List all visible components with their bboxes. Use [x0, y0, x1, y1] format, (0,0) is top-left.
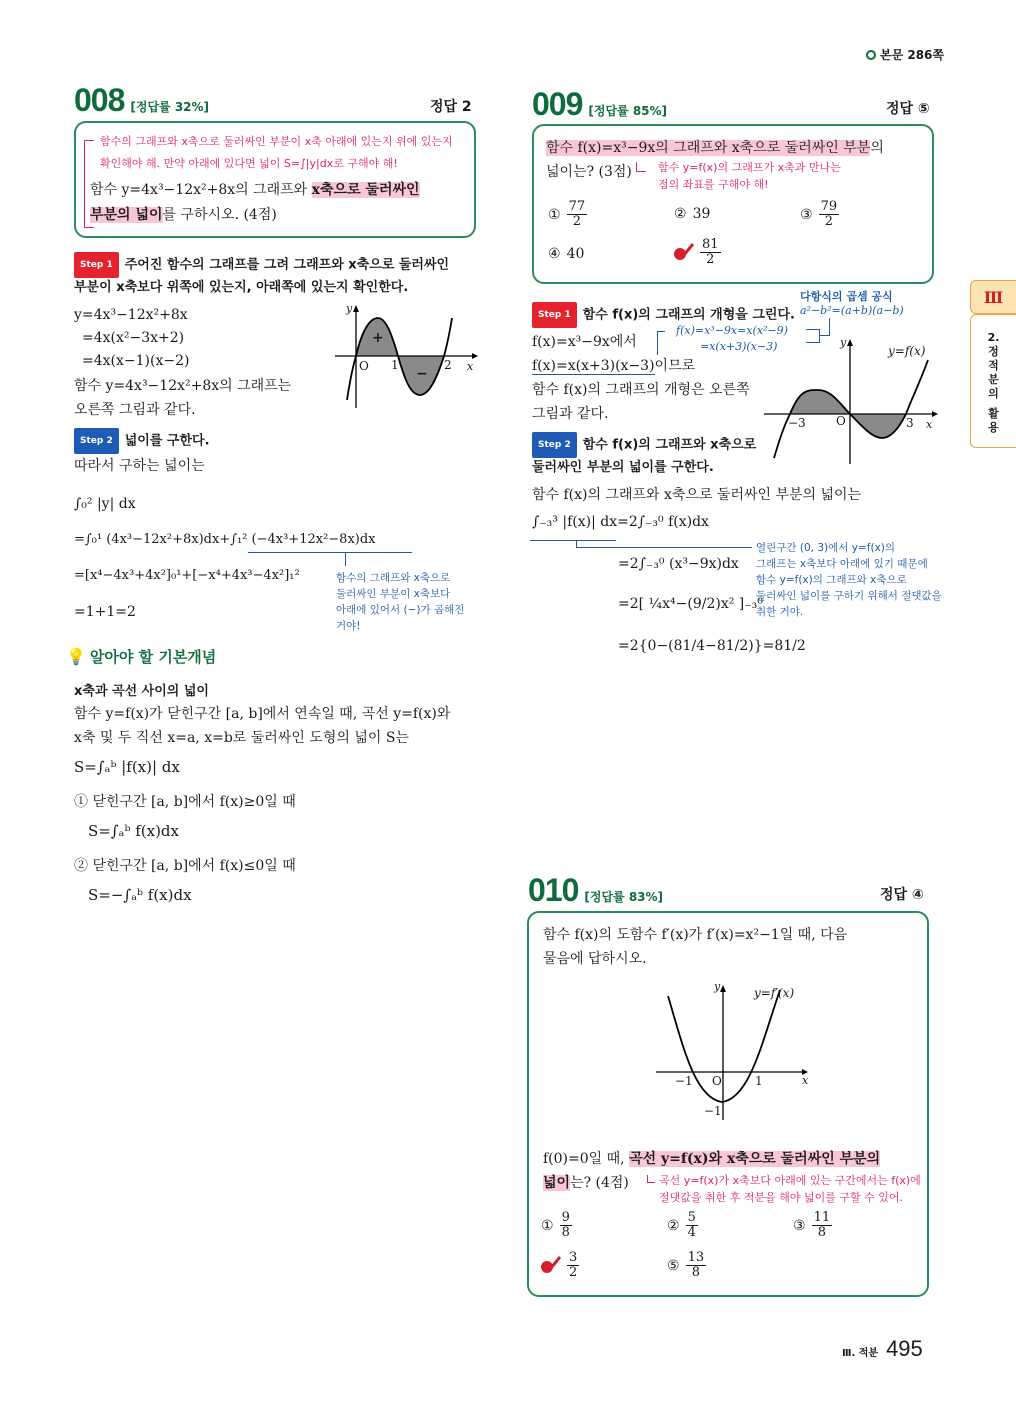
correct-rate: [정답률 85%]: [588, 104, 668, 118]
step-text: 함수 f(x)의 그래프의 개형을 그린다.: [582, 307, 795, 323]
note-line: 아래에 있어서 (−)가 곱해진: [336, 604, 465, 616]
tab-char: 정: [988, 345, 999, 358]
hint-arrow: [636, 162, 646, 172]
solution-line: =[x⁴−4x³+4x²]₀¹+[−x⁴+4x³−4x²]₁²: [74, 568, 300, 583]
choice-mark: ④: [548, 246, 561, 262]
formula-note: a²−b²=(a+b)(a−b): [800, 304, 904, 317]
ref-label: 본문 286쪽: [880, 48, 945, 62]
numerator: 5: [687, 1210, 696, 1225]
parabola-graph-icon: [642, 970, 822, 1120]
tick-label: −1: [675, 1074, 693, 1088]
page-reference: [866, 46, 944, 63]
circle-icon: [866, 50, 876, 60]
q008-work: [74, 304, 189, 373]
hint-note: [658, 159, 841, 193]
q008-header: [74, 82, 209, 119]
q010-answer: 정답 ④: [880, 887, 924, 903]
plus-sign: +: [372, 330, 384, 346]
concept-subtitle: x축과 곡선 사이의 넓이: [74, 684, 209, 699]
axis-label-x: x: [802, 1074, 809, 1087]
choice-4[interactable]: [548, 246, 584, 262]
hint-note-1: 함수의 그래프와 x축으로 둘러싸인 부분이 x축 아래에 있는지 위에 있는지: [100, 135, 453, 148]
step-text: 함수 f(x)의 그래프와 x축으로: [582, 437, 757, 453]
hint-note-2: 확인해야 해. 만약 아래에 있다면 넓이 S=∫|y|dx로 구해야 해!: [100, 157, 398, 170]
choice-mark: ⑤: [667, 1257, 680, 1274]
choice-4-correct[interactable]: [541, 1251, 579, 1280]
denominator: 2: [824, 214, 833, 229]
step-text: 주어진 함수의 그래프를 그려 그래프와 x축으로 둘러싸인: [124, 257, 450, 273]
q009-answer: 정답 ⑤: [886, 101, 930, 117]
fraction: [700, 238, 721, 267]
question-line-1: [90, 178, 420, 202]
choice-mark: ①: [548, 206, 561, 223]
work-line: y=4x³−12x²+8x: [74, 307, 188, 323]
choice-3[interactable]: [793, 1211, 832, 1240]
choice-mark: ①: [541, 1217, 554, 1234]
numerator: 3: [569, 1250, 578, 1265]
blue-work-1: f(x)=x³−9x=x(x²−9): [676, 324, 788, 337]
tab-char: 적: [988, 359, 999, 372]
denominator: 8: [817, 1225, 826, 1240]
solution-line: =1+1=2: [74, 604, 136, 620]
tick-label: 1: [755, 1074, 763, 1088]
fraction: [567, 200, 588, 229]
q010-graph: [642, 970, 822, 1120]
q009-solution-3: =2[ ¼x⁴−(9/2)x² ]₋₃⁰: [618, 596, 763, 612]
concept-formula: S=∫ₐᵇ |f(x)| dx: [74, 758, 180, 776]
denominator: 8: [561, 1225, 570, 1240]
note-line: 취한 거야.: [756, 606, 804, 618]
denominator: 2: [569, 1265, 578, 1280]
concept-case-2-formula: S=−∫ₐᵇ f(x)dx: [88, 886, 192, 904]
note-line: 곡선 y=f(x)가 x축보다 아래에 있는 구간에서는 f(x)에: [659, 1174, 921, 1187]
q008-desc-1: 함수 y=4x³−12x²+8x의 그래프는: [74, 378, 292, 394]
q008-answer: 정답 2: [430, 99, 472, 115]
lightbulb-icon: 💡: [66, 647, 86, 666]
fraction: [819, 200, 840, 229]
fraction: [686, 1211, 698, 1240]
note-line: 그래프는 x축보다 아래에 있기 때문에: [756, 558, 928, 570]
highlight-text: 넓이: [543, 1175, 571, 1191]
choice-value: 40: [566, 246, 585, 262]
question-text: f(0)=0일 때,: [543, 1151, 630, 1167]
blue-work-2: =x(x+3)(x−3): [700, 340, 778, 353]
q009-work-4: 그림과 같다.: [532, 406, 609, 422]
solution-line: ∫₀² |y| dx: [74, 496, 136, 512]
origin-label: O: [359, 359, 369, 373]
question-text: 의: [870, 140, 884, 156]
chapter-subtab[interactable]: [970, 314, 1016, 448]
question-line-2: 넓이는? (3점): [546, 164, 632, 180]
fraction: [686, 1251, 707, 1280]
axis-label-y: y: [714, 980, 721, 993]
highlight-text: 함수 f(x)=x³−9x의 그래프와 x축으로 둘러싸인 부분: [546, 140, 871, 156]
tab-char: 의: [988, 387, 999, 400]
step1-badge: Step 1: [74, 252, 119, 278]
hint-arrow: [647, 1175, 655, 1183]
q008-question-box: [74, 121, 476, 238]
q009-blue-note: [756, 540, 942, 620]
concept-case-1: ① 닫힌구간 [a, b]에서 f(x)≥0일 때: [74, 794, 296, 810]
numerator: 79: [820, 199, 838, 214]
tick-label: 1: [391, 358, 399, 372]
concept-header: [66, 646, 216, 667]
underline-connector: [248, 552, 412, 553]
question-line-2: [90, 203, 277, 227]
fraction: [560, 1211, 572, 1240]
work-line: =4x(x²−3x+2): [82, 330, 185, 346]
concept-case-1-formula: S=∫ₐᵇ f(x)dx: [88, 822, 179, 840]
step2-badge: Step 2: [74, 428, 119, 454]
fraction: [567, 1251, 579, 1280]
correct-rate: [정답률 32%]: [130, 100, 210, 114]
q009-work-3: 함수 f(x)의 그래프의 개형은 오른쪽: [532, 382, 750, 398]
correct-rate: [정답률 83%]: [584, 890, 664, 904]
note-line: 함수 y=f(x)의 그래프와 x축으로: [756, 574, 907, 586]
q009-sol-intro: 함수 f(x)의 그래프와 x축으로 둘러싸인 부분의 넓이는: [532, 487, 862, 503]
arrow-connector: [576, 540, 752, 548]
sub-question-line-2: [543, 1171, 629, 1195]
step-text: 넓이를 구한다.: [124, 433, 210, 449]
choice-mark: ②: [667, 1217, 680, 1234]
page-footer: [842, 1336, 923, 1362]
q008-sol-intro: 따라서 구하는 넓이는: [74, 458, 205, 474]
q009-graph: [762, 334, 942, 464]
choice-3[interactable]: [800, 200, 839, 229]
question-line-1: 함수 f(x)의 도함수 f′(x)가 f′(x)=x²−1일 때, 다음: [543, 927, 848, 943]
question-number: 010: [528, 872, 579, 908]
arrow-connector: [345, 552, 346, 566]
note-line: 둘러싸인 넓이를 구하기 위해서 절댓값을: [756, 590, 942, 602]
highlight-text: x축으로 둘러싸인: [311, 182, 420, 198]
numerator: 77: [568, 199, 586, 214]
tick-label: −1: [704, 1104, 722, 1118]
q009-work-1: f(x)=x³−9x에서: [532, 334, 637, 350]
q009-step2-title-2: 둘러싸인 부분의 넓이를 구한다.: [532, 460, 714, 475]
curve-label: y=f′(x): [754, 986, 795, 1000]
question-text: 를 구하시오. (4점): [162, 207, 277, 223]
denominator: 2: [706, 252, 715, 267]
denominator: 4: [687, 1225, 696, 1240]
q010-question-box: [527, 911, 929, 1297]
choice-value: 39: [692, 206, 711, 222]
step1-badge: Step 1: [532, 302, 577, 328]
denominator: 8: [691, 1265, 700, 1280]
denominator: 2: [572, 214, 581, 229]
choice-2[interactable]: [674, 206, 710, 222]
axis-label-y: y: [346, 302, 353, 315]
note-line: 열린구간 (0, 3)에서 y=f(x)의: [756, 542, 896, 554]
q008-step1-title: [74, 252, 449, 278]
choice-5-correct[interactable]: [674, 238, 721, 267]
step2-badge: Step 2: [532, 432, 577, 458]
q008-step2-title: [74, 428, 210, 454]
numerator: 13: [687, 1250, 705, 1265]
cubic-graph-icon: [330, 300, 480, 410]
choice-mark: ②: [674, 206, 687, 222]
check-mark-icon: [674, 245, 694, 261]
q008-blue-note: [336, 570, 464, 634]
question-line-2: 물음에 답하시오.: [543, 951, 647, 967]
q010-header: [528, 872, 663, 909]
note-line: 절댓값을 취한 후 적분을 해야 넓이를 구할 수 있어.: [659, 1191, 903, 1204]
tick-label: −3: [788, 416, 806, 430]
axis-label-x: x: [926, 418, 933, 431]
choice-2[interactable]: [667, 1211, 698, 1240]
work-line: =4x(x−1)(x−2): [82, 353, 190, 369]
q009-work-2: [532, 354, 695, 378]
tab-char: 분: [988, 373, 999, 386]
question-text: 함수 y=4x³−12x²+8x의 그래프와: [90, 182, 312, 198]
note-line: 점의 좌표를 구해야 해!: [658, 178, 769, 191]
note-line: 함수의 그래프와 x축으로: [336, 572, 451, 584]
highlight-text: 부분의 넓이: [90, 207, 163, 223]
tab-char: 용: [988, 421, 999, 434]
concept-body-2: x축 및 두 직선 x=a, x=b로 둘러싸인 도형의 넓이 S는: [74, 730, 409, 746]
concept-title: 알아야 할 기본개념: [89, 648, 217, 666]
underlined-formula: f(x)=x(x+3)(x−3): [532, 358, 655, 374]
origin-label: O: [836, 414, 846, 428]
connector-line: [657, 331, 665, 355]
q009-solution-2: =2∫₋₃⁰ (x³−9x)dx: [618, 556, 739, 572]
note-line: 거야!: [336, 620, 361, 632]
numerator: 11: [813, 1210, 831, 1225]
q008-solution: [74, 486, 376, 630]
fraction: [812, 1211, 833, 1240]
work-text: 이므로: [654, 358, 696, 374]
axis-label-x: x: [467, 360, 474, 373]
note-line: 함수 y=f(x)의 그래프가 x축과 만나는: [658, 161, 841, 174]
q009-question-box: [532, 124, 934, 284]
tab-char: 2.: [987, 331, 1000, 344]
question-number: 009: [532, 86, 583, 122]
q008-graph: [330, 300, 480, 410]
tick-label: 2: [444, 358, 452, 372]
hint-note: [659, 1172, 921, 1206]
q009-solution-4: =2{0−(81/4−81/2)}=81/2: [618, 638, 806, 654]
choice-1[interactable]: [548, 200, 587, 229]
note-line: 둘러싸인 부분이 x축보다: [336, 588, 451, 600]
sub-question-line-1: [543, 1147, 880, 1171]
q008-desc-2: 오른쪽 그림과 같다.: [74, 402, 196, 418]
q009-step2-title: [532, 432, 756, 458]
tab-char: 활: [988, 407, 999, 420]
concept-body-1: 함수 y=f(x)가 닫힌구간 [a, b]에서 연속일 때, 곡선 y=f(x)와: [74, 706, 451, 722]
chapter-roman: Ⅲ: [983, 287, 1004, 307]
question-line-1: [546, 136, 884, 160]
numerator: 9: [561, 1210, 570, 1225]
choice-1[interactable]: [541, 1211, 572, 1240]
q009-header: [532, 86, 667, 123]
choice-mark: ③: [800, 206, 813, 223]
footer-section: Ⅲ. 적분: [842, 1348, 879, 1359]
concept-case-2: ② 닫힌구간 [a, b]에서 f(x)≤0일 때: [74, 858, 296, 874]
minus-sign: −: [416, 366, 428, 382]
check-mark-icon: [541, 1258, 561, 1274]
curve-label: y=f(x): [888, 344, 926, 358]
q009-solution-1: ∫₋₃³ |f(x)| dx=2∫₋₃⁰ f(x)dx: [532, 514, 709, 530]
solution-line: =∫₀¹ (4x³−12x²+8x)dx+∫₁² (−4x³+12x²−8x)dx: [74, 532, 376, 547]
tick-label: 3: [906, 416, 914, 430]
choice-5[interactable]: [667, 1251, 706, 1280]
numerator: 81: [702, 237, 719, 252]
question-number: 008: [74, 82, 125, 118]
question-text: 는? (4점): [570, 1175, 629, 1191]
q008-step1-title-2: 부분이 x축보다 위쪽에 있는지, 아래쪽에 있는지 확인한다.: [74, 280, 409, 295]
page-number: 495: [886, 1336, 923, 1361]
choice-mark: ③: [793, 1217, 806, 1234]
chapter-tab[interactable]: [970, 280, 1016, 314]
highlight-text: 곡선 y=f(x)와 x축으로 둘러싸인 부분의: [629, 1151, 881, 1167]
axis-label-y: y: [840, 336, 847, 349]
formula-note-title: 다항식의 곱셈 공식: [800, 290, 893, 303]
origin-label: O: [712, 1074, 722, 1088]
